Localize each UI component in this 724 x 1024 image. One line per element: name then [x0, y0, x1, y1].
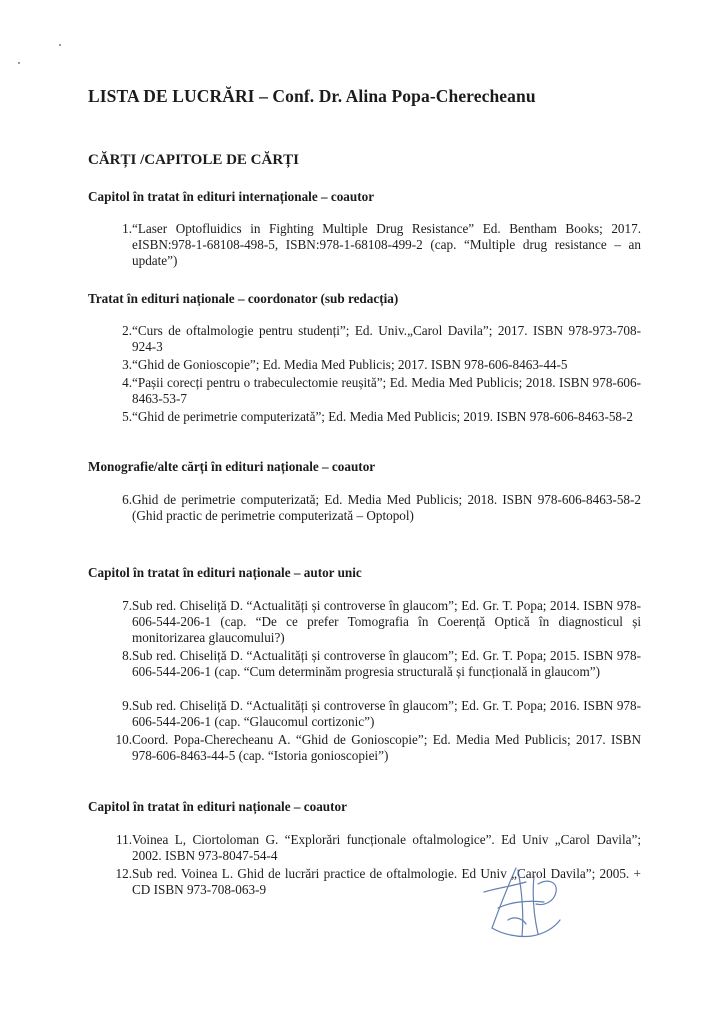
item-text: Sub red. Chiseliță D. “Actualități și controverse în glaucom”; Ed. Gr. T. Popa; 2016. ISBN 978-606-544-206-1 (cap. “Glaucomul cortizonic”) — [132, 698, 641, 729]
list-item — [108, 221, 641, 269]
list-item — [108, 698, 641, 730]
item-number: 8. — [122, 648, 132, 663]
list-item — [108, 357, 641, 373]
section-heading: CĂRȚI /CAPITOLE DE CĂRȚI — [88, 152, 300, 168]
list-item — [108, 832, 641, 864]
item-number: 9. — [122, 698, 132, 713]
item-number: 1. — [122, 221, 132, 236]
item-text: Ghid de perimetrie computerizată; Ed. Media Med Publicis; 2018. ISBN 978-606-8463-58-2 (Ghid practic de perimetrie computerizată – Optopol) — [132, 492, 641, 523]
group-heading: Capitol în tratat în edituri internaționale – coautor — [88, 189, 375, 204]
group-heading: Capitol în tratat în edituri naționale – autor unic — [88, 565, 362, 580]
item-number: 10. — [115, 732, 132, 747]
item-text: “Ghid de perimetrie computerizată”; Ed. Media Med Publicis; 2019. ISBN 978-606-8463-58-2 — [132, 409, 634, 424]
item-text: “Curs de oftalmologie pentru studenți”; Ed. Univ.„Carol Davila”; 2017. ISBN 978-973-708-924-3 — [132, 323, 641, 354]
item-number: 2. — [122, 323, 132, 338]
item-text: “Ghid de Gonioscopie”; Ed. Media Med Publicis; 2017. ISBN 978-606-8463-44-5 — [132, 357, 568, 372]
item-number: 4. — [122, 375, 132, 390]
item-number: 6. — [122, 492, 132, 507]
item-text: Voinea L, Ciortoloman G. “Explorări funcționale oftalmologice”. Ed Univ „Carol Davila”; 2002. ISBN 973-8047-54-4 — [132, 832, 641, 863]
list-item — [108, 598, 641, 646]
item-number: 11. — [116, 832, 132, 847]
scan-speck — [18, 62, 20, 64]
list-item — [108, 323, 641, 355]
item-text: Sub red. Chiseliță D. “Actualități și controverse în glaucom”; Ed. Gr. T. Popa; 2014. ISBN 978-606-544-206-1 (cap. “De ce prefer Tomografia în Coerență Optică în diagnosticul și monitorizarea glaucomului?) — [132, 598, 641, 645]
item-number: 12. — [115, 866, 132, 881]
group-heading: Tratat în edituri naționale – coordonator (sub redacția) — [88, 291, 399, 306]
list-item — [108, 492, 641, 524]
item-text: “Pașii corecți pentru o trabeculectomie reușită”; Ed. Media Med Publicis; 2018. ISBN 978-606-8463-53-7 — [132, 375, 641, 406]
item-text: Coord. Popa-Cherecheanu A. “Ghid de Gonioscopie”; Ed. Media Med Publicis; 2017. ISBN 978-606-8463-44-5 (cap. “Istoria gonioscopiei”) — [132, 732, 641, 763]
item-text: Sub red. Chiseliță D. “Actualități și controverse în glaucom”; Ed. Gr. T. Popa; 2015. ISBN 978-606-544-206-1 (cap. “Cum determinăm progresia structurală și funcțională in glaucom”) — [132, 648, 641, 679]
scan-speck — [59, 44, 61, 46]
item-text: “Laser Optofluidics in Fighting Multiple Drug Resistance” Ed. Bentham Books; 2017. eISBN:978-1-68108-498-5, ISBN:978-1-68108-499-2 (cap. “Multiple drug resistance – an update”) — [132, 221, 641, 268]
item-number: 5. — [122, 409, 132, 424]
group-heading: Capitol în tratat în edituri naționale – coautor — [88, 799, 347, 814]
list-item — [108, 648, 641, 680]
list-item — [108, 409, 641, 425]
signature-image — [478, 862, 568, 942]
list-item — [108, 375, 641, 407]
document-title: LISTA DE LUCRĂRI – Conf. Dr. Alina Popa-Cherecheanu — [88, 86, 536, 106]
item-text: Sub red. Voinea L. Ghid de lucrări practice de oftalmologie. Ed Univ „Carol Davila”; 2005. + CD ISBN 973-708-063-9 — [132, 866, 641, 897]
group-heading: Monografie/alte cărți în edituri naționale – coautor — [88, 459, 376, 474]
list-item — [108, 732, 641, 764]
item-number: 3. — [122, 357, 132, 372]
item-number: 7. — [122, 598, 132, 613]
